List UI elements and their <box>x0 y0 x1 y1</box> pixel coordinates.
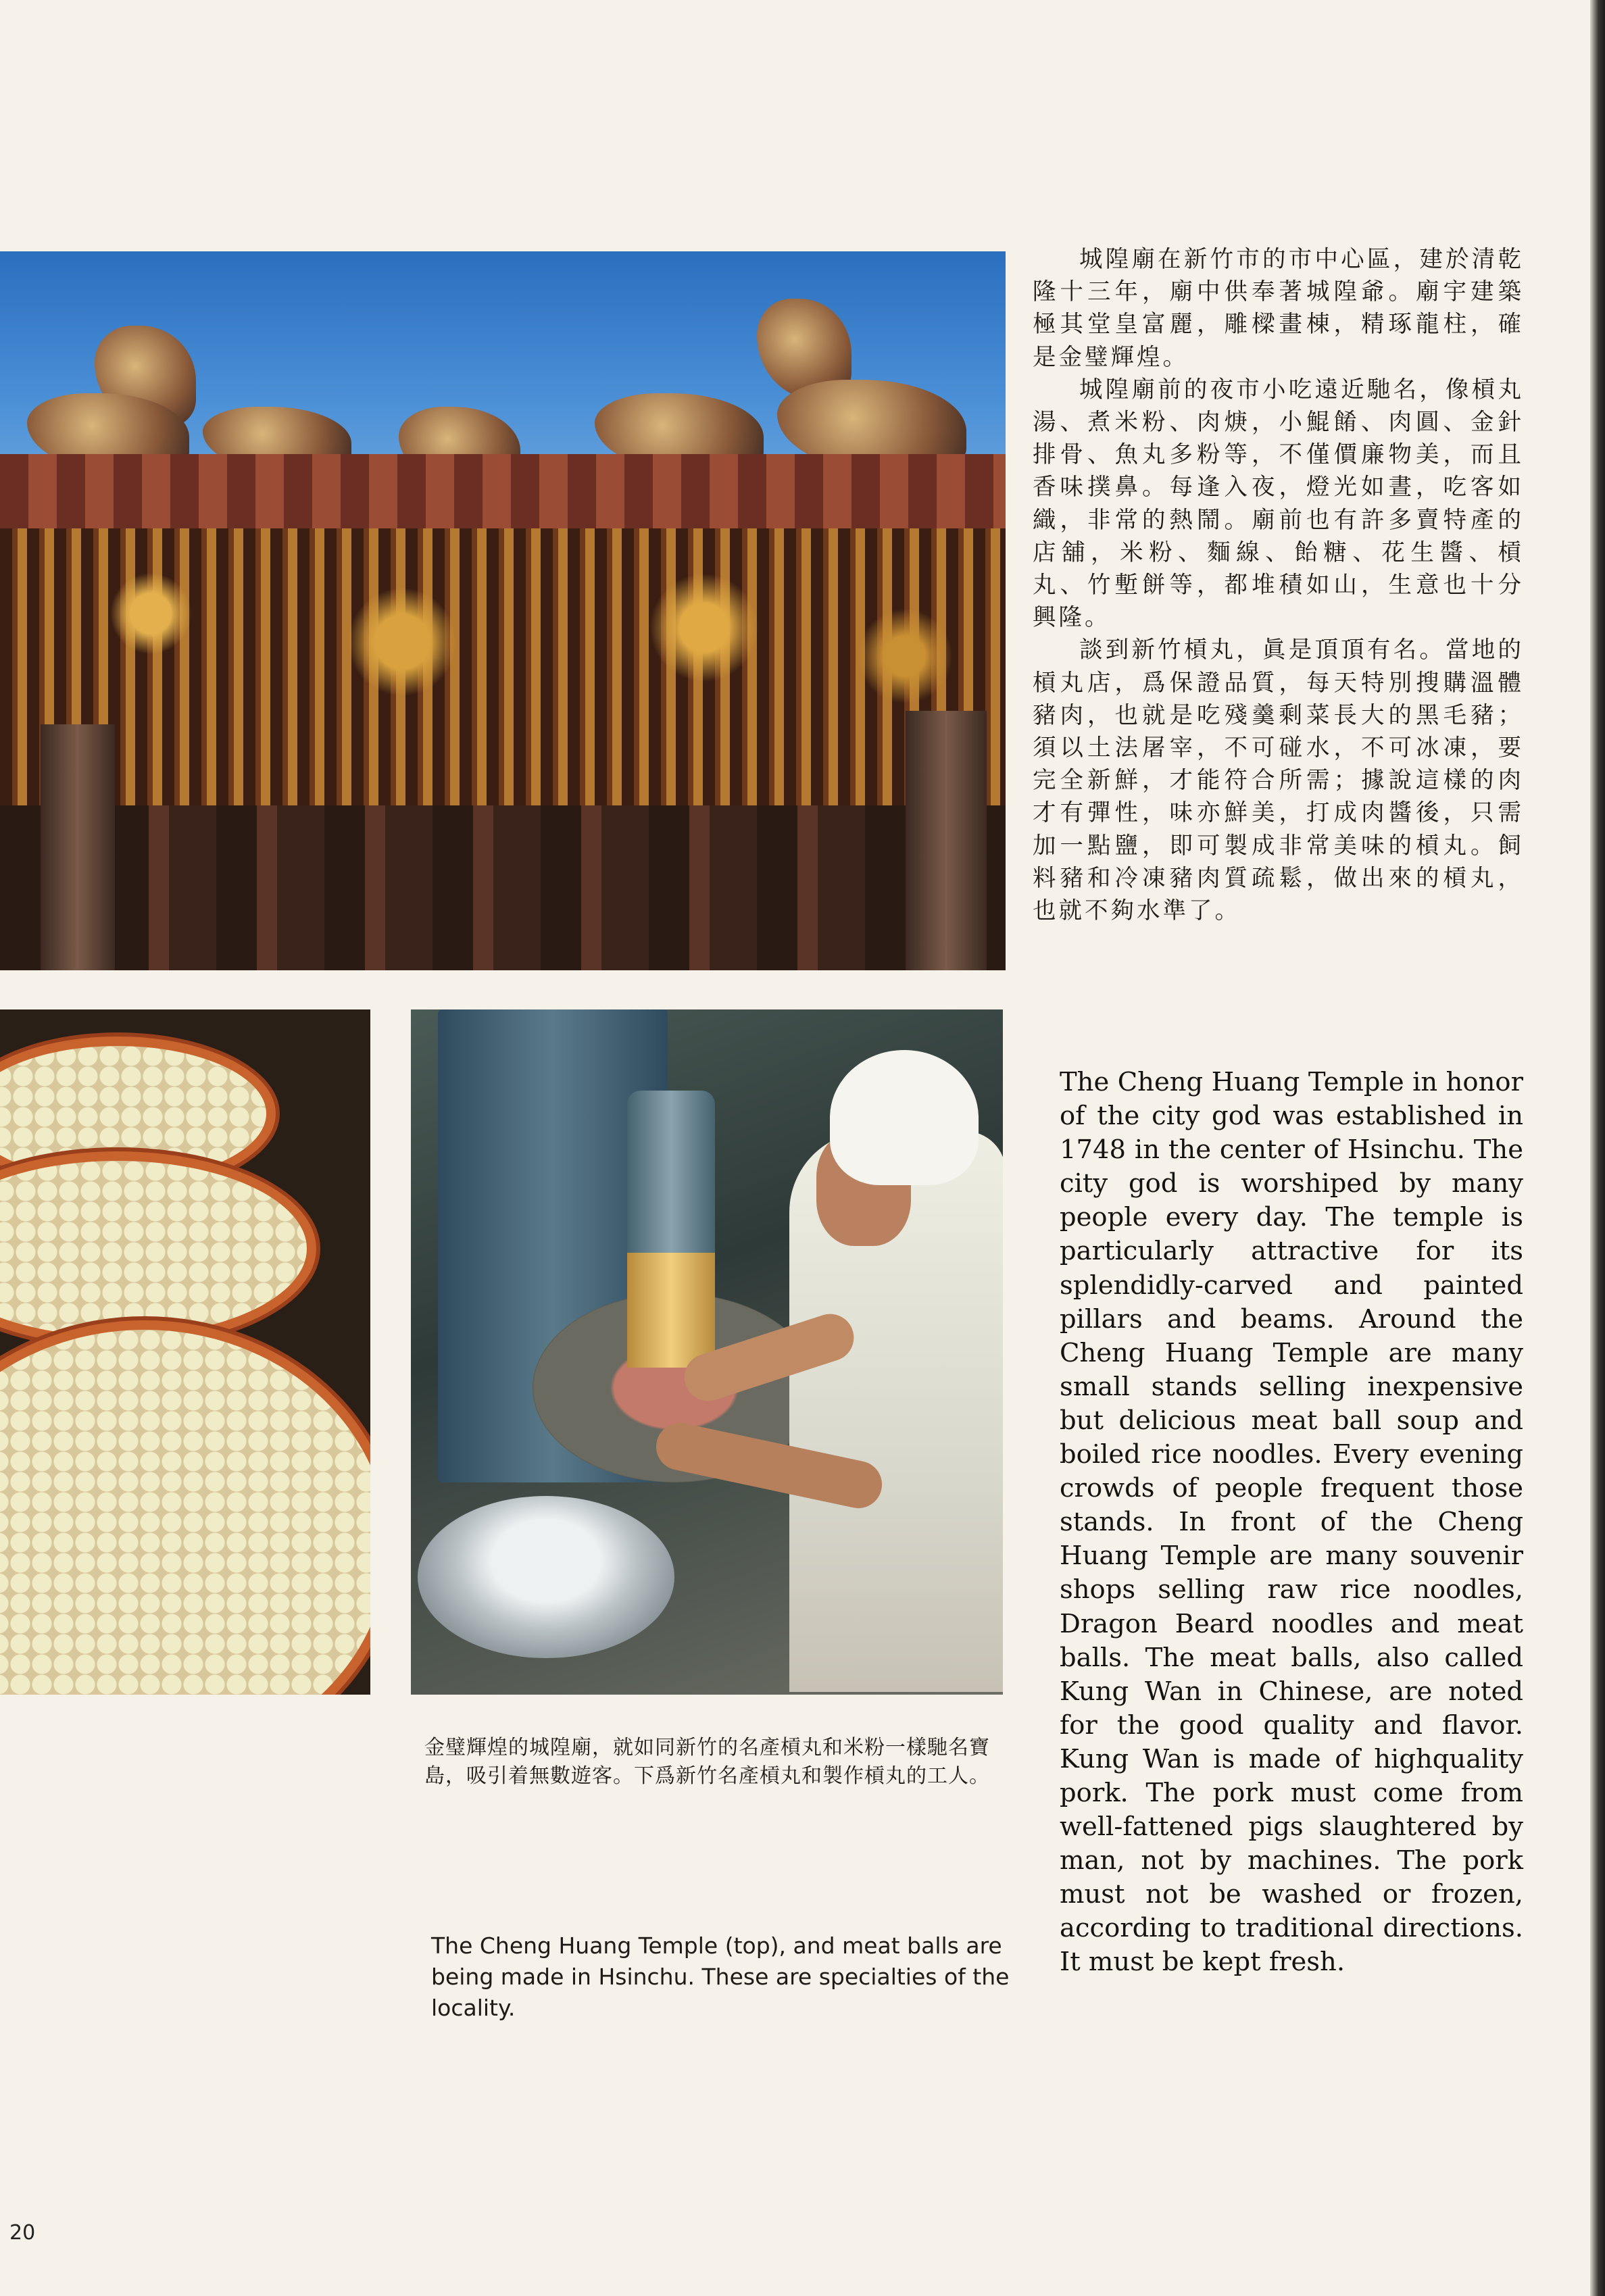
temple-doors <box>0 805 1006 970</box>
chinese-paragraph: 談到新竹槓丸，眞是頂頂有名。當地的槓丸店，爲保證品質，每天特別搜購溫體豬肉，也就是吃殘羹剩菜長大的黑毛豬；須以土法屠宰，不可碰水，不可冰凍，要完全新鮮，才能符合所需；據說這樣的肉才有彈性，味亦鮮美，打成肉醬後，只需加一點鹽，即可製成非常美味的槓丸。飼料豬和冷凍豬肉質疏鬆，做出來的槓丸，也就不夠水準了。 <box>1033 637 1524 925</box>
page-edge-shadow <box>1590 0 1605 2296</box>
machine-pestle <box>627 1253 715 1368</box>
english-photo-caption: The Cheng Huang Temple (top), and meat balls are being made in Hsinchu. These are specialties of the locality. <box>431 1932 1010 2021</box>
stone-pillar <box>906 711 987 970</box>
chinese-paragraph: 城隍廟前的夜市小吃遠近馳名，像槓丸湯、煮米粉、肉焿，小鯤餚、肉圓、金針排骨、魚丸多粉等，不僅價廉物美，而且香味撲鼻。每逢入夜，燈光如晝，吃客如織，非常的熱鬧。廟前也有許多賣特產的店舖，米粉、麵線、飴糖、花生醬、槓丸、竹塹餅等，都堆積如山，生意也十分興隆。 <box>1033 376 1524 632</box>
basket <box>0 1151 316 1346</box>
carved-beams <box>0 528 1006 812</box>
worker-headscarf <box>830 1050 979 1185</box>
chinese-photo-caption: 金璧輝煌的城隍廟，就如同新竹的名產槓丸和米粉一樣馳名寶島，吸引着無數遊客。下爲新竹名產槓丸和製作槓丸的工人。 <box>424 1736 990 1788</box>
basket <box>0 1320 370 1695</box>
chinese-article-text <box>1033 243 1524 927</box>
english-article-text: The Cheng Huang Temple in honor of the city god was established in 1748 in the center of Hsinchu. The city god is worshiped by many people every day. The temple is particularly attractive for its splendidly-carved and painted pillars and beams. Around the Cheng Huang Temple are many small stands selling inexpensive but delicious meat ball soup and boiled rice noodles. Every evening crowds of people frequent those stands. In front of the Cheng Huang Temple are many souvenir shops selling raw rice noodles, Dragon Beard noodles and meat balls. The meat balls, also called Kung Wan in Chinese, are noted for the good quality and flavor. Kung Wan is made of highquality pork. The pork must come from well-fattened pigs slaughtered by man, not by machines. The pork must not be washed or frozen, according to traditional directions. It must be kept fresh. <box>1060 1067 1523 1978</box>
worker-making-meatballs-photo <box>411 1009 1003 1695</box>
metal-bowl <box>418 1496 674 1658</box>
chinese-paragraph: 城隍廟在新竹市的市中心區，建於清乾隆十三年，廟中供奉著城隍爺。廟宇建築極其堂皇富麗，雕樑畫棟，精琢龍柱，確是金璧輝煌。 <box>1033 246 1524 371</box>
meatball-baskets-photo <box>0 1009 370 1695</box>
temple-photo <box>0 251 1006 970</box>
roof-tiles <box>0 454 1006 535</box>
page-number: 20 <box>9 2221 36 2245</box>
stone-pillar <box>41 724 115 970</box>
